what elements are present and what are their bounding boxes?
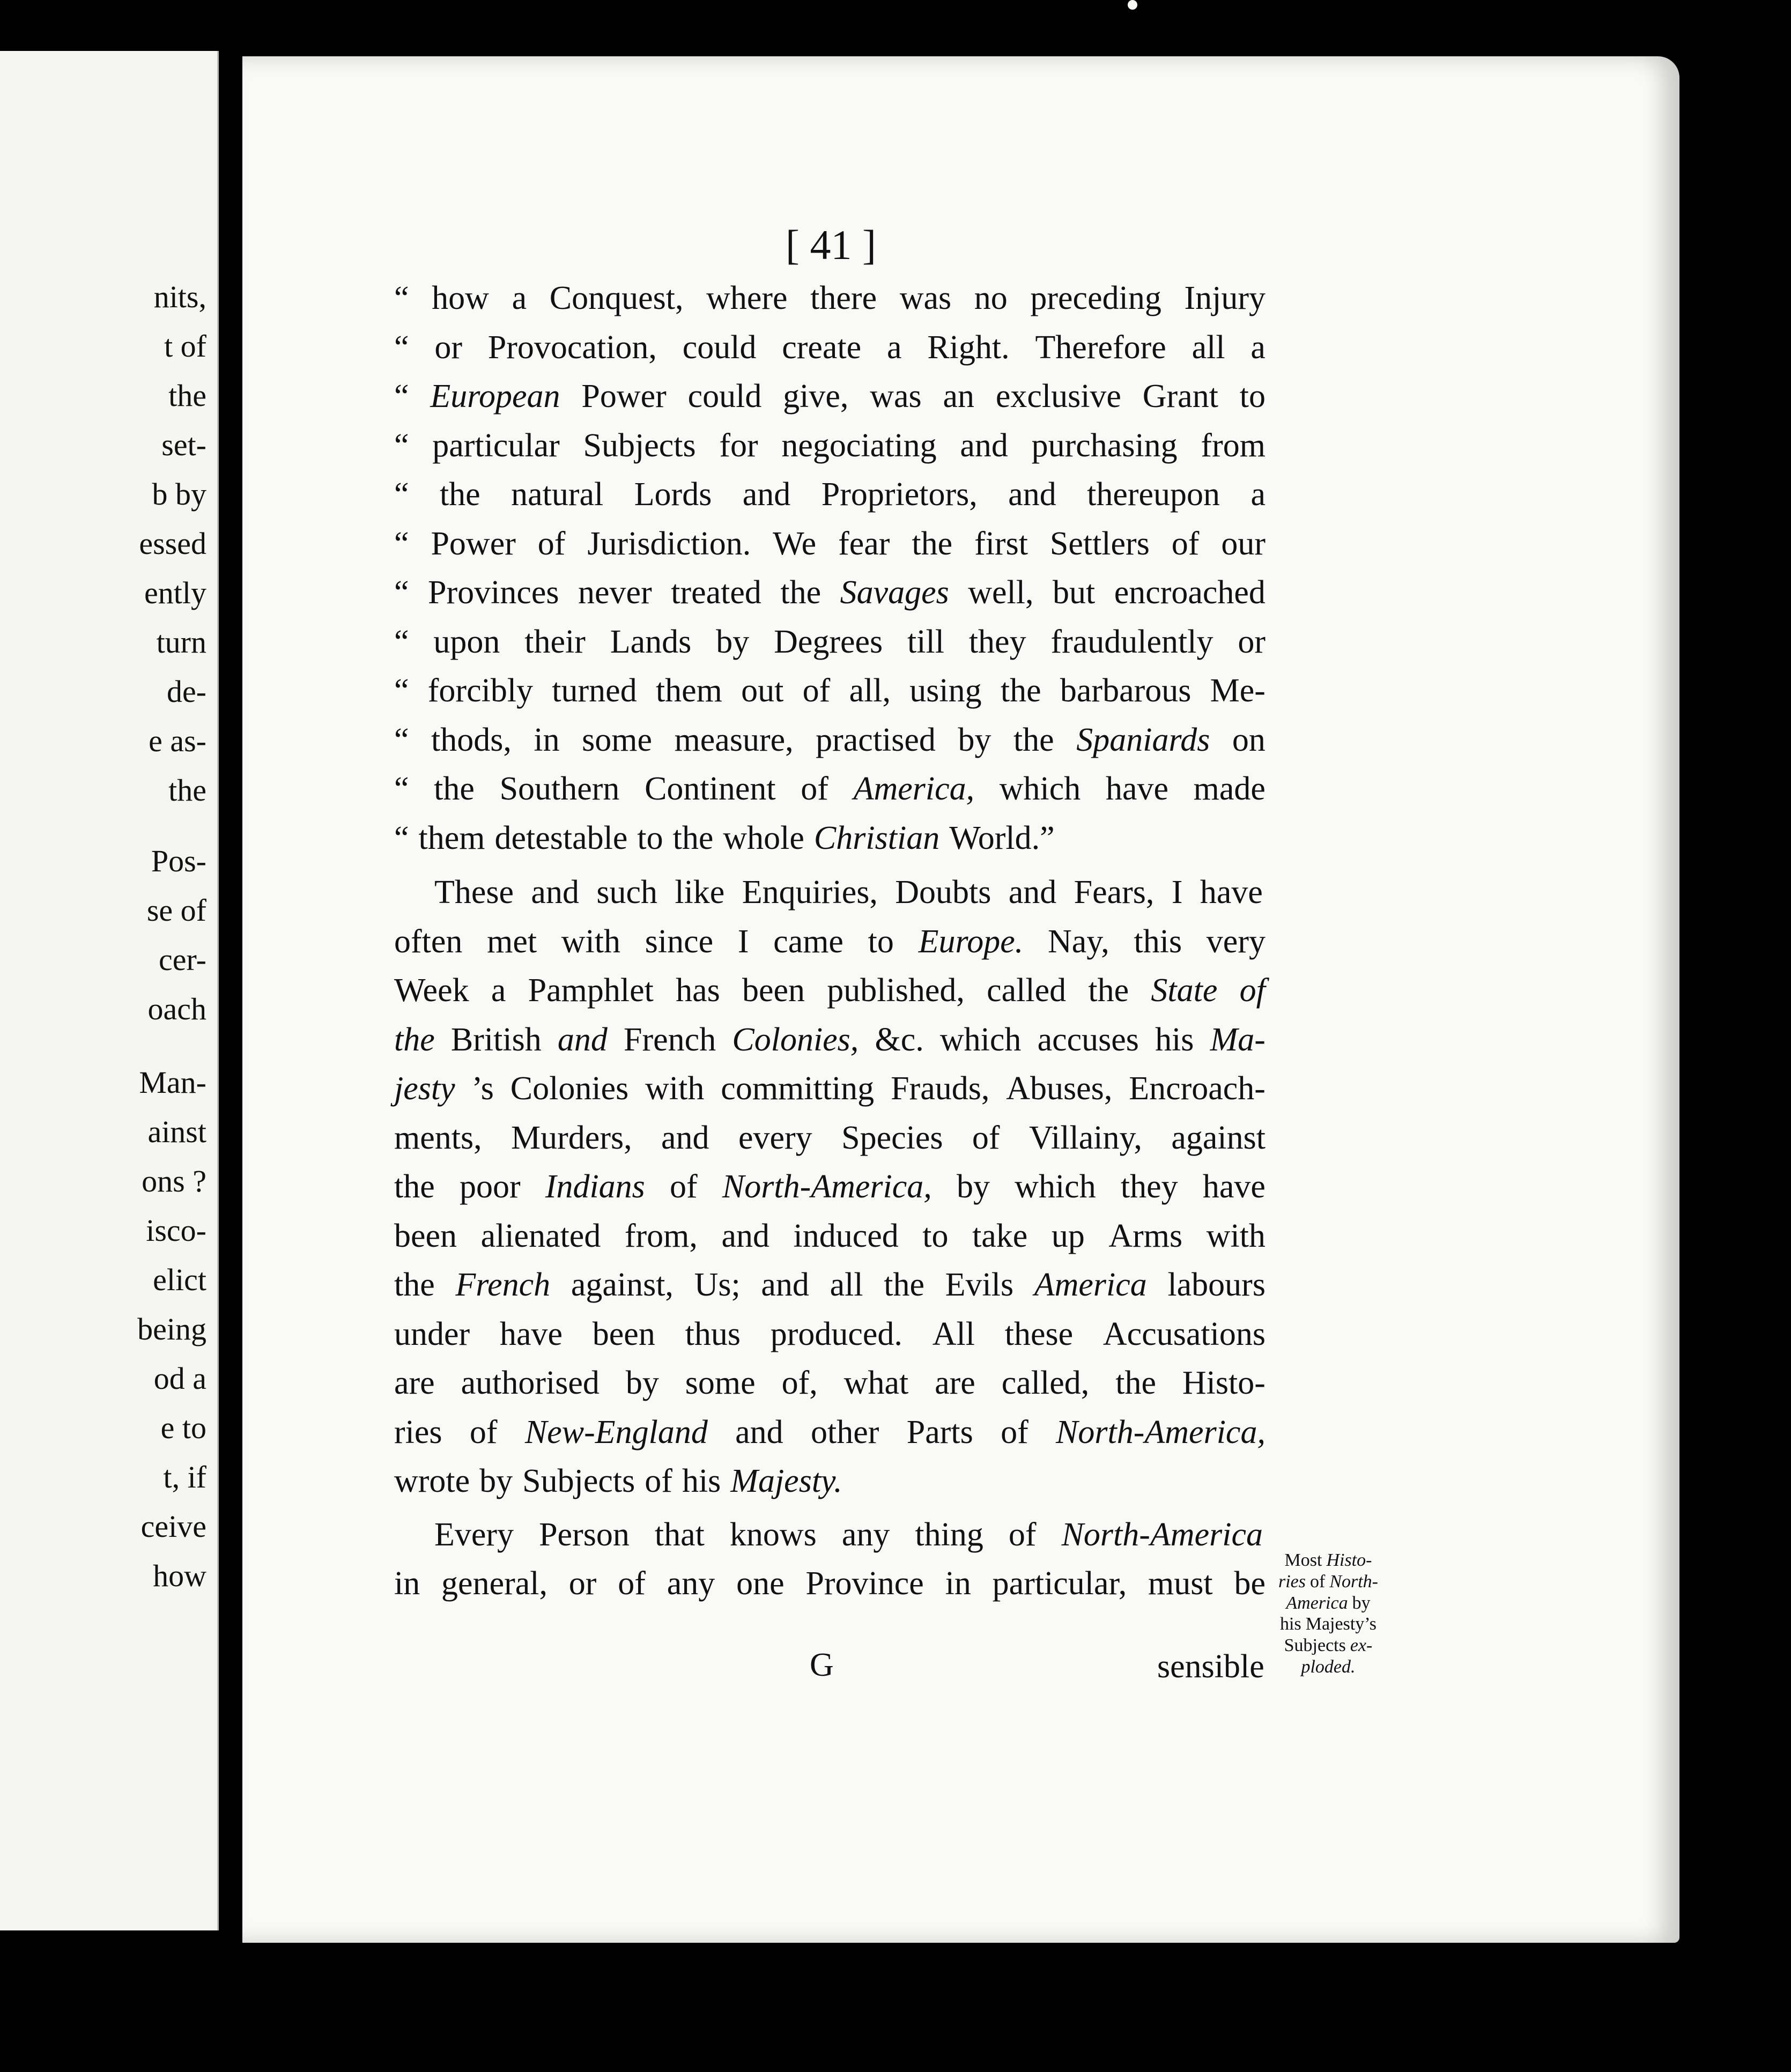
text-line: “ the natural Lords and Proprietors, and thereupon a [394,476,1265,513]
text-line: are authorised by some of, what are called, the Histo- [394,1365,1265,1401]
left-page-fragment: the [168,773,206,808]
left-page-fragment: de- [166,674,206,709]
text-line: ments, Murders, and every Species of Villainy, against [394,1119,1265,1156]
text-line: Every Person that knows any thing of North-America [434,1516,1263,1553]
text-line: Week a Pamphlet has been published, called the State of [394,972,1265,1009]
text-line: “ Provinces never treated the Savages well, but encroached [394,574,1265,611]
margin-note-line: ries of North- [1278,1571,1378,1592]
text-line: “ how a Conquest, where there was no preceding Injury [394,280,1265,316]
left-page-fragment: Pos- [151,843,206,878]
margin-note-line: his Majesty’s [1280,1614,1376,1634]
text-line: the French against, Us; and all the Evils America labours [394,1267,1265,1303]
left-page-fragment: ently [144,575,206,610]
text-line: been alienated from, and induced to take up Arms with [394,1217,1265,1254]
left-page-fragment: being [137,1312,206,1346]
text-line: “ or Provocation, could create a Right. Therefore all a [394,329,1265,366]
left-page-fragment: the [168,378,206,413]
left-page-fragment: ainst [147,1114,206,1149]
left-page-fragment: essed [139,526,206,561]
facing-page-fragment [0,51,219,1930]
text-line: under have been thus produced. All these Accusations [394,1315,1265,1352]
text-line: often met with since I came to Europe. Nay, this very [394,923,1265,960]
page-number: [ 41 ] [786,221,876,268]
left-page-fragment: e as- [149,723,206,758]
text-line: “ Power of Jurisdiction. We fear the first Settlers of our [394,525,1265,562]
text-line: the British and French Colonies, &c. which accuses his Ma- [394,1021,1265,1058]
text-line: jesty ’s Colonies with committing Frauds, Abuses, Encroach- [394,1070,1265,1107]
left-page-fragment: od a [153,1361,206,1396]
text-line: “ thods, in some measure, practised by the Spaniards on [394,721,1265,758]
left-page-fragment: se of [146,893,206,928]
text-line: the poor Indians of North-America, by which they have [394,1168,1265,1205]
margin-note-line: Most Histo- [1284,1550,1372,1570]
left-page-fragment: nits, [153,279,206,314]
left-page-fragment: isco- [146,1213,206,1248]
left-page-fragment: ceive [140,1509,206,1544]
text-line: in general, or of any one Province in particular, must be [394,1565,1265,1602]
left-page-fragment: elict [153,1262,206,1297]
left-page-fragment: e to [160,1410,206,1445]
left-page-fragment: b by [152,477,206,512]
text-line: “ upon their Lands by Degrees till they fraudulently or [394,623,1265,660]
text-line: “ particular Subjects for negociating and purchasing from [394,427,1265,464]
margin-note [1264,1550,1393,1678]
margin-note-line: Subjects ex- [1284,1636,1373,1656]
text-line: “ them detestable to the whole Christian World.” [394,819,1055,856]
left-page-fragment: t of [164,329,206,364]
left-page-fragment: Man- [139,1065,206,1100]
left-page-fragment: oach [147,991,206,1026]
text-line: wrote by Subjects of his Majesty. [394,1463,842,1499]
left-page-fragment: cer- [159,942,206,977]
catchword: sensible [1157,1648,1264,1685]
text-line: “ European Power could give, was an exclusive Grant to [394,378,1265,415]
signature-mark: G [810,1647,834,1683]
margin-note-line: America by [1286,1593,1371,1613]
left-page-fragment: ons ? [142,1164,206,1198]
text-line: “ forcibly turned them out of all, using the barbarous Me- [394,672,1265,709]
left-page-fragment: how [153,1558,206,1593]
left-page-fragment: turn [156,625,206,660]
text-line: “ the Southern Continent of America, which have made [394,771,1265,807]
left-page-fragment: set- [161,427,206,462]
ink-blot [1128,0,1137,10]
margin-note-line: ploded. [1301,1656,1356,1677]
text-line: These and such like Enquiries, Doubts and Fears, I have [434,874,1263,911]
left-page-fragment: t, if [163,1460,206,1494]
text-line: ries of New-England and other Parts of North-America, [394,1414,1265,1451]
